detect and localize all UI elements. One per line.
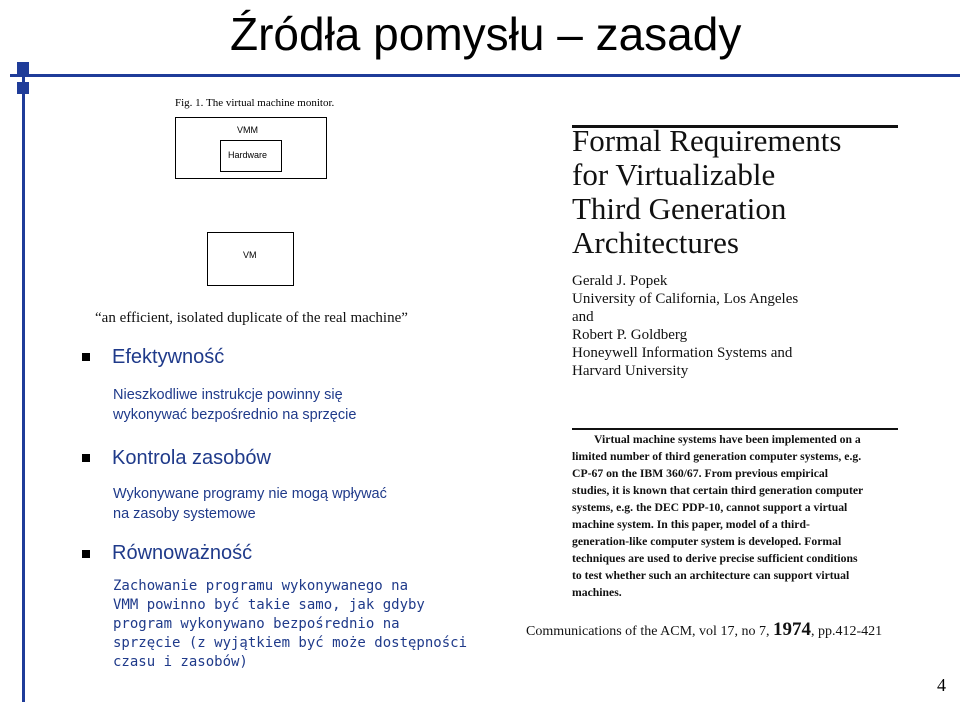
bullet-heading-efficiency: Efektywność — [112, 346, 225, 368]
bullet-heading-equivalence: Równoważność — [112, 542, 253, 564]
page-number: 4 — [937, 675, 946, 695]
slide-title: Źródła pomysłu – zasady — [230, 8, 742, 60]
figure-caption: Fig. 1. The virtual machine monitor. — [175, 97, 335, 109]
bullet-body-efficiency: Nieszkodliwe instrukcje powinny się wykonywać bezpośrednio na sprzęcie — [113, 387, 357, 423]
paper-abstract: Virtual machine systems have been implemented on a limited number of third generation computer systems, e.g. CP-67 on the IBM 360/67. From previous empirical studies, it is known that certain third generation computer systems, e.g. the DEC PDP-10, cannot support a virtual machine system. In this paper, model of a third- generation-like computer system is developed. Formal techniques are used to derive precise sufficient conditions to test whether such an architecture can support virtual machines. — [572, 433, 864, 599]
bullet-heading-resource-control: Kontrola zasobów — [112, 447, 271, 469]
bullet-body-resource-control: Wykonywane programy nie mogą wpływać na zasoby systemowe — [113, 486, 387, 522]
frame-square-1 — [17, 62, 29, 74]
frame-vertical-line — [22, 62, 25, 702]
bullet-marker-3 — [82, 550, 90, 558]
paper-title: Formal Requirements for Virtualizable Third Generation Architectures — [572, 123, 842, 260]
abstract-top-rule — [572, 428, 898, 430]
vmm-label: VMM — [237, 125, 258, 135]
quote-text: “an efficient, isolated duplicate of the real machine” — [95, 310, 408, 326]
bullet-marker-1 — [82, 353, 90, 361]
bullet-body-equivalence: Zachowanie programu wykonywanego na VMM powinno być takie samo, jak gdyby program wykonywano bezpośrednio na sprzęcie (z wyjątkiem być może dostępności czasu i zasobów) — [113, 578, 468, 670]
vm-label: VM — [243, 250, 257, 260]
citation: Communications of the ACM, vol 17, no 7, 1974, pp.412-421 — [526, 619, 883, 640]
frame-horizontal-line — [10, 74, 960, 77]
hardware-label: Hardware — [228, 150, 268, 160]
frame-square-2 — [17, 82, 29, 94]
paper-authors: Gerald J. Popek University of California, Los Angeles and Robert P. Goldberg Honeywell Information Systems and Harvard University — [572, 273, 799, 379]
bullet-marker-2 — [82, 454, 90, 462]
